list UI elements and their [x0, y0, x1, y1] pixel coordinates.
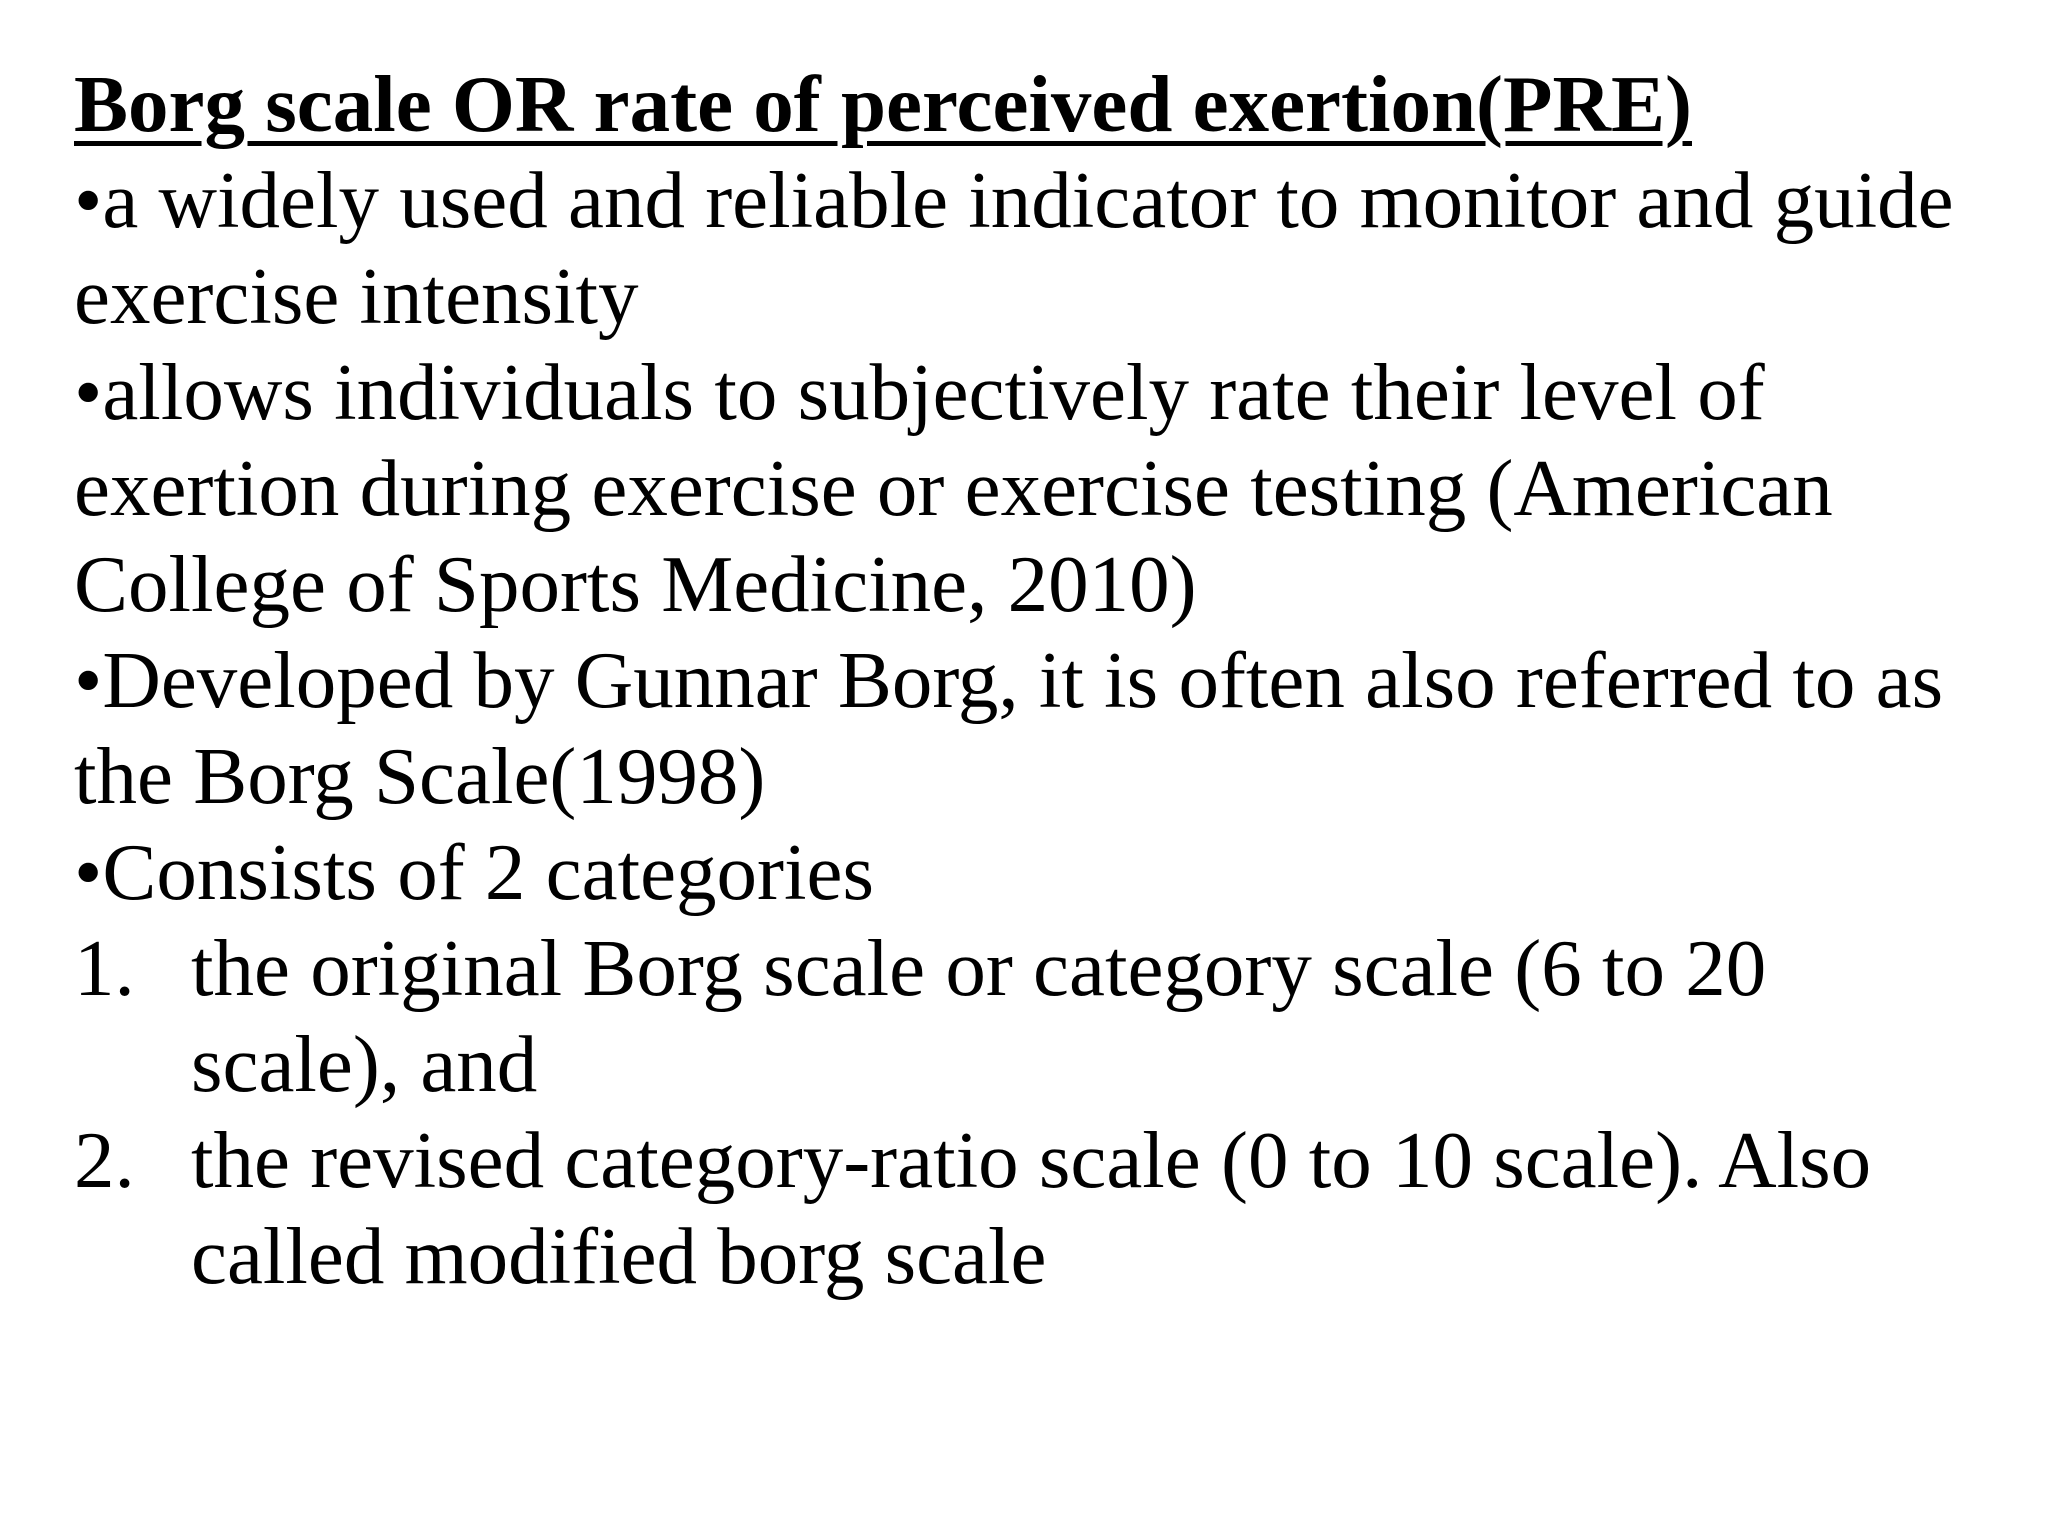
bullet-item: •Consists of 2 categories	[74, 827, 874, 917]
slide-title: Borg scale OR rate of perceived exertion(PRE)	[74, 59, 1692, 149]
item-text: the original Borg scale or category scale (6 to 20 scale), and	[191, 923, 1767, 1109]
bullet-item: •a widely used and reliable indicator to monitor and guide exercise intensity	[74, 155, 1954, 341]
bullet-item: •allows individuals to subjectively rate their level of exertion during exercise or exercise testing (American College of Sports Medicine, 2010)	[74, 347, 1833, 629]
numbered-item-2	[74, 1112, 1994, 1304]
item-text: the revised category-ratio scale (0 to 10 scale). Also called modified borg scale	[191, 1115, 1872, 1301]
item-number: 1.	[74, 923, 135, 1013]
bullet-item: •Developed by Gunnar Borg, it is often also referred to as the Borg Scale(1998)	[74, 635, 1944, 821]
item-number: 2.	[74, 1115, 135, 1205]
slide-content	[74, 56, 1994, 1304]
numbered-item-1	[74, 920, 1994, 1112]
